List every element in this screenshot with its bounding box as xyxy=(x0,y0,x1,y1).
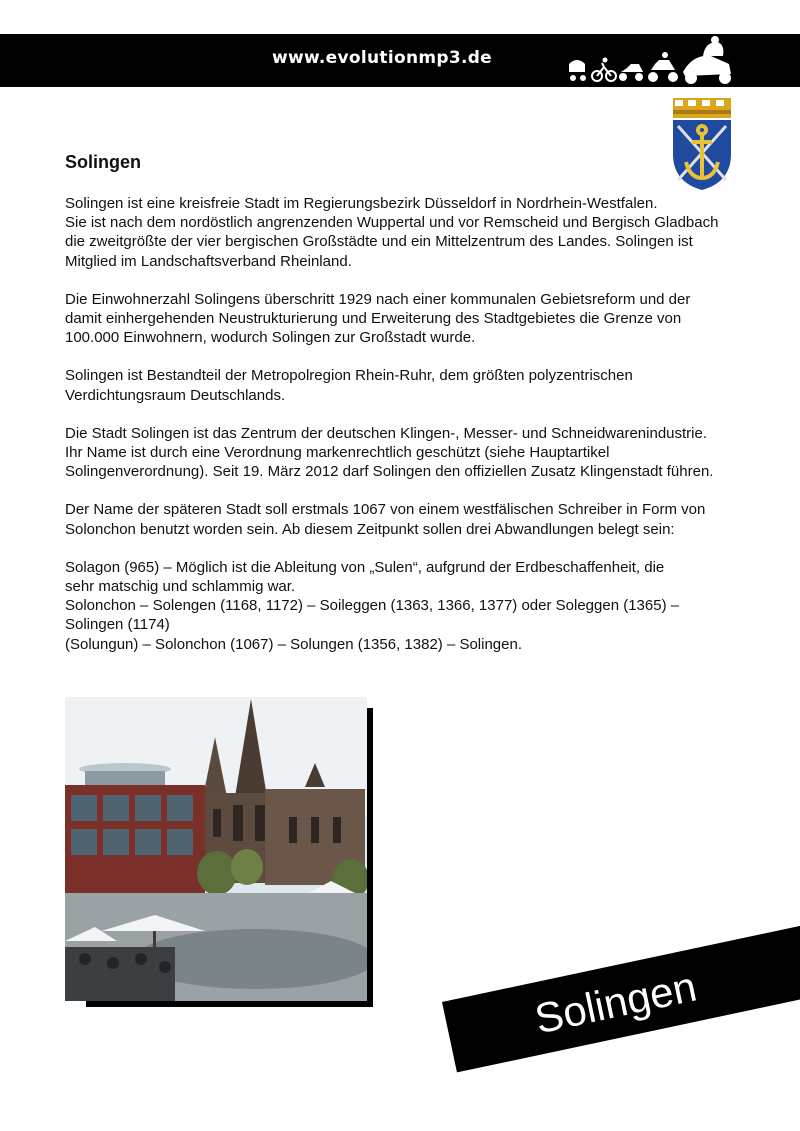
article-body xyxy=(65,194,780,673)
header-bar xyxy=(0,34,800,87)
paragraph-intro: Solingen ist eine kreisfreie Stadt im Regierungsbezirk Düsseldorf in Nordrhein-Westfalen. Sie ist nach dem nordöstlich angrenzenden Wuppertal und vor Remscheid und Bergisch Gladbach die zweitgrößte der vier bergischen Großstädte und ein Mittelzentrum des Landes. Solingen ist Mitglied im Landschaftsverband Rheinland. xyxy=(65,195,719,270)
paragraph-industry: Die Stadt Solingen ist das Zentrum der deutschen Klingen-, Messer- und Schneidwarenindustrie. Ihr Name ist durch eine Verordnung markenrechtlich geschützt (siehe Hauptartikel Solingenverordnung). Seit 19. März 2012 darf Solingen den offiziellen Zusatz Klingenstadt führen. xyxy=(65,424,714,481)
city-church-photo-icon xyxy=(65,697,367,1001)
paragraph-name-origin: Der Name der späteren Stadt soll erstmals 1067 von einem westfälischen Schreiber in Form von Solonchon benutzt worden sein. Ab diesem Zeitpunkt sollen drei Abwandlungen belegt sein: xyxy=(65,501,706,538)
paragraph-population: Die Einwohnerzahl Solingens überschritt 1929 nach einer kommunalen Gebietsreform und der damit einhergehenden Neustrukturierung und Erweiterung des Stadtgebietes die Grenze von 100.000 Einwohnern, wodurch Solingen zur Großstadt wurde. xyxy=(65,290,691,347)
solingen-coat-of-arms-icon xyxy=(668,96,736,192)
vehicle-silhouettes-icon xyxy=(565,36,735,86)
banner-label: Solingen xyxy=(530,962,701,1043)
paragraph-metropolitan: Solingen ist Bestandteil der Metropolregion Rhein-Ruhr, dem größten polyzentrischen Verdichtungsraum Deutschlands. xyxy=(65,367,633,404)
page-title: Solingen xyxy=(65,152,141,172)
website-url[interactable]: www.evolutionmp3.de xyxy=(272,48,493,68)
paragraph-name-variants: Solagon (965) – Möglich ist die Ableitung von „Sulen“, aufgrund der Erdbeschaffenheit, die sehr matschig und schlammig war. Solonchon – Solengen (1168, 1172) – Soileggen (1363, 1366, 1377) oder Soleggen (1365) – Solingen (1174) (Solungun) – Solonchon (1067) – Solungen (1356, 1382) – Solingen. xyxy=(65,558,680,653)
city-name-banner xyxy=(442,923,800,1072)
